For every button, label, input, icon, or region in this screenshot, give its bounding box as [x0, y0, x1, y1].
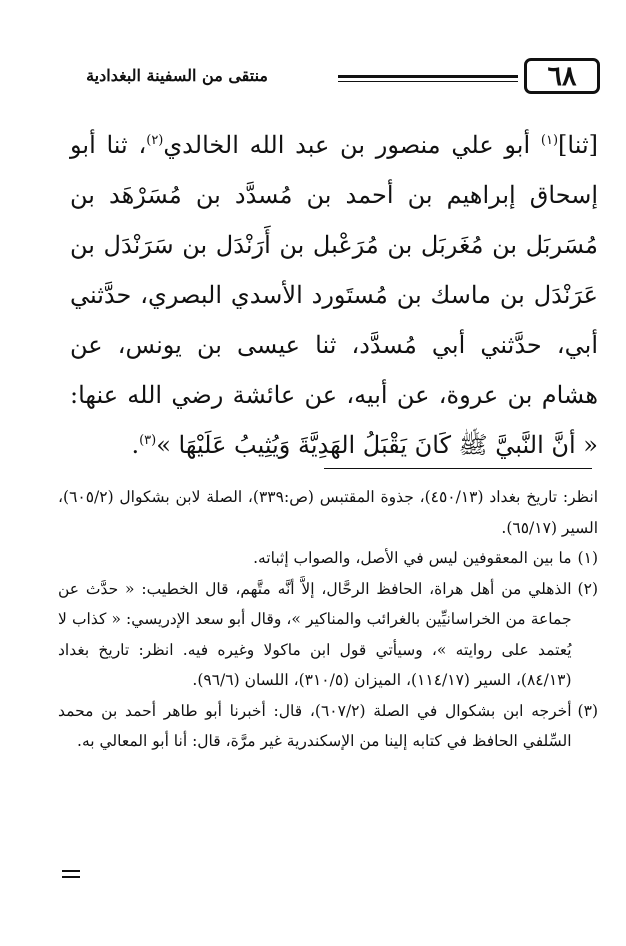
page-header [40, 52, 600, 100]
footnote-item [58, 574, 598, 696]
running-title: منتقى من السفينة البغدادية [86, 66, 268, 85]
footnote-divider [324, 468, 592, 469]
footnote-number: (٣) [577, 701, 598, 720]
main-paragraph [70, 120, 598, 470]
footnote-number: (١) [577, 549, 598, 567]
footnote-item [58, 543, 598, 574]
footnote-text: ما بين المعقوفين ليس في الأصل، والصواب إثباته. [253, 549, 572, 567]
footnote-text: أخرجه ابن بشكوال في الصلة (٦٠٧/٢)، قال: أخبرنا أبو طاهر أحمد بن محمد السِّلفي الحافظ في كتابه إلينا من الإسكندرية غير مرَّة، قال: أنا أبو المعالي به. [58, 701, 572, 750]
footnote-ref-3: (٣) [139, 433, 157, 448]
main-text-segment: [ثنا] [558, 131, 599, 159]
footnote-intro: انظر: تاريخ بغداد (٤٥٠/١٣)، جذوة المقتبس (ص:٣٣٩)، الصلة لابن بشكوال (٦٠٥/٢)، السير (٦٥/١٧). [58, 488, 599, 537]
footnote-item [58, 696, 598, 757]
main-text-segment: ، ثنا أبو إسحاق إبراهيم بن أحمد بن مُسدَّد بن مُسَرْهَد بن مُسَربَل بن مُغَربَل بن مُرَعْبل بن أَرَنْدَل بن سَرَنْدَل بن عَرَنْدَل بن ماسك بن مُستَورد الأسدي البصري، حدَّثني أبي، حدَّثني أبي مُسدَّد، ثنا عيسى بن يونس، عن هشام بن عروة، عن أبيه، عن عائشة رضي الله عنها: « أنَّ النَّبيَّ ﷺ كَانَ يَقْبَلُ الهَدِيَّةَ وَيُثِيبُ عَلَيْهَا » [70, 131, 598, 459]
footnote-ref-2: (٢) [146, 133, 164, 148]
main-text-segment: أبو علي منصور بن عبد الله الخالدي [163, 131, 541, 159]
main-text [70, 120, 598, 470]
page-number: ٦٨ [524, 58, 600, 94]
footnote-text: الذهلي من أهل هراة، الحافظ الرحَّال، إلاَّ أنَّه متَّهم، قال الخطيب: « حدَّث عن جماعة من الخراسانيِّين بالغرائب والمناكير »، وقال أبو سعد الإدريسي: « كذاب لا يُعتمد على روايته »، وسيأتي قول ابن ماكولا وغيره فيه. انظر: تاريخ بغداد (٨٤/١٣)، السير (١١٤/١٧)، الميزان (٣١٠/٥)، اللسان (٩٦/٦). [58, 579, 572, 689]
footnote-number: (٢) [577, 579, 598, 598]
end-mark [62, 870, 80, 884]
footnotes [58, 482, 598, 757]
header-rule [338, 75, 518, 78]
header-rule-thin [338, 81, 518, 82]
main-text-segment: . [131, 431, 140, 459]
footnote-ref-1: (١) [540, 133, 559, 148]
